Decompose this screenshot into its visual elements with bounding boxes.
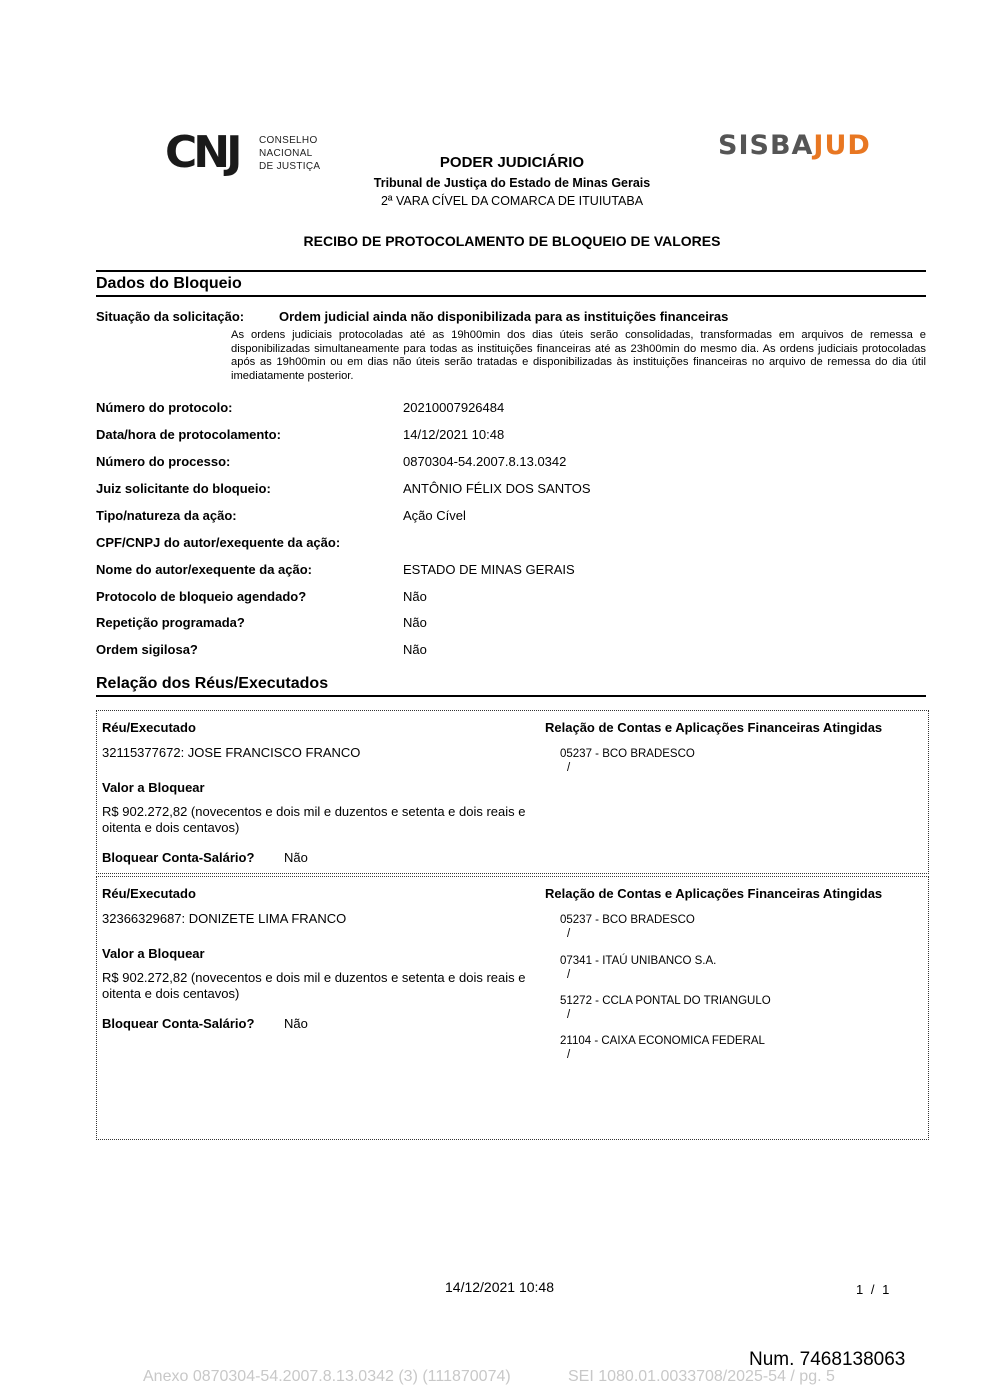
cnj-logo-mark: CNJ xyxy=(165,127,239,178)
salario-label: Bloquear Conta-Salário? xyxy=(102,850,255,865)
situacao-value: Ordem judicial ainda não disponibilizada para as instituições financeiras xyxy=(279,309,729,324)
reu-card xyxy=(96,876,929,1140)
bank-item: 21104 - CAIXA ECONOMICA FEDERAL xyxy=(560,1035,765,1047)
reu-label: Réu/Executado xyxy=(102,886,196,901)
field-value: 0870304-54.2007.8.13.0342 xyxy=(403,454,567,469)
bank-separator: / xyxy=(567,928,571,940)
bank-separator: / xyxy=(567,1049,571,1061)
field-label: Repetição programada? xyxy=(96,615,245,630)
reu-name: 32366329687: DONIZETE LIMA FRANCO xyxy=(102,911,347,926)
salario-value: Não xyxy=(284,1016,308,1031)
field-label: CPF/CNPJ do autor/exequente da ação: xyxy=(96,535,341,550)
valor-value: R$ 902.272,82 (novecentos e dois mil e duzentos e setenta e dois reais e oitenta e dois centavos) xyxy=(102,970,526,1001)
footer-date: 14/12/2021 10:48 xyxy=(445,1279,554,1295)
bank-item: 51272 - CCLA PONTAL DO TRIANGULO xyxy=(560,995,771,1007)
reu-label: Réu/Executado xyxy=(102,720,196,735)
salario-label: Bloquear Conta-Salário? xyxy=(102,1016,255,1031)
field-label: Data/hora de protocolamento: xyxy=(96,427,281,442)
sei-watermark: SEI 1080.01.0033708/2025-54 / pg. 5 xyxy=(568,1368,835,1385)
cnj-logo-line: CONSELHO xyxy=(259,135,318,146)
field-label: Ordem sigilosa? xyxy=(96,642,198,657)
document-number: Num. 7468138063 xyxy=(749,1349,906,1370)
bank-item: 07341 - ITAÚ UNIBANCO S.A. xyxy=(560,955,717,967)
situacao-note: As ordens judiciais protocoladas até as 19h00min dos dias úteis serão consolidadas, transformadas em arquivos de remessa e disponibilizadas simultaneamente para todas as instituições financeiras até as 23h00min do mesmo dia. As ordens judiciais protocoladas após as 19h00min ou em dias não úteis serão tratadas e disponibilizadas às instituições financeiras no arquivo de remessa do dia útil imediatamente posterior. xyxy=(231,329,926,383)
sisbajud-logo-part2: JUD xyxy=(813,130,871,161)
bank-item: 05237 - BCO BRADESCO xyxy=(560,914,695,926)
field-value: Não xyxy=(403,642,427,657)
header-tribunal: Tribunal de Justiça do Estado de Minas Gerais xyxy=(373,176,651,190)
field-value: ANTÔNIO FÉLIX DOS SANTOS xyxy=(403,481,591,496)
footer-page-number: 1 / 1 xyxy=(856,1282,890,1297)
field-label: Juiz solicitante do bloqueio: xyxy=(96,481,271,496)
valor-value: R$ 902.272,82 (novecentos e dois mil e duzentos e setenta e dois reais e oitenta e dois centavos) xyxy=(102,804,526,835)
reu-name: 32115377672: JOSE FRANCISCO FRANCO xyxy=(102,745,361,760)
header-poder: PODER JUDICIÁRIO xyxy=(439,154,585,171)
section-title-reus: Relação dos Réus/Executados xyxy=(96,672,926,697)
field-value: 14/12/2021 10:48 xyxy=(403,427,505,442)
contas-label: Relação de Contas e Aplicações Financeiras Atingidas xyxy=(545,886,883,901)
salario-value: Não xyxy=(284,850,308,865)
bank-separator: / xyxy=(567,969,571,981)
cnj-logo-line: DE JUSTIÇA xyxy=(259,161,321,172)
situacao-label: Situação da solicitação: xyxy=(96,309,245,324)
reu-card xyxy=(96,710,929,874)
field-value: 20210007926484 xyxy=(403,400,505,415)
bank-separator: / xyxy=(567,762,571,774)
bank-item: 05237 - BCO BRADESCO xyxy=(560,748,695,760)
field-value: Não xyxy=(403,615,427,630)
field-label: Nome do autor/exequente da ação: xyxy=(96,562,312,577)
section-title-dados: Dados do Bloqueio xyxy=(96,270,926,297)
field-value: Não xyxy=(403,589,427,604)
field-value: ESTADO DE MINAS GERAIS xyxy=(403,562,575,577)
valor-label: Valor a Bloquear xyxy=(102,780,205,795)
bank-separator: / xyxy=(567,1009,571,1021)
anexo-watermark: Anexo 0870304-54.2007.8.13.0342 (3) (111870074) xyxy=(143,1368,511,1385)
field-label: Número do protocolo: xyxy=(96,400,233,415)
contas-label: Relação de Contas e Aplicações Financeiras Atingidas xyxy=(545,720,883,735)
field-label: Tipo/natureza da ação: xyxy=(96,508,237,523)
field-label: Protocolo de bloqueio agendado? xyxy=(96,589,307,604)
valor-label: Valor a Bloquear xyxy=(102,946,205,961)
cnj-logo-line: NACIONAL xyxy=(259,148,313,159)
document-title: RECIBO DE PROTOCOLAMENTO DE BLOQUEIO DE VALORES xyxy=(303,233,721,249)
field-label: Número do processo: xyxy=(96,454,231,469)
field-value: Ação Cível xyxy=(403,508,466,523)
header-vara: 2ª VARA CÍVEL DA COMARCA DE ITUIUTABA xyxy=(380,194,644,208)
sisbajud-logo-part1: SISBA xyxy=(718,130,814,161)
